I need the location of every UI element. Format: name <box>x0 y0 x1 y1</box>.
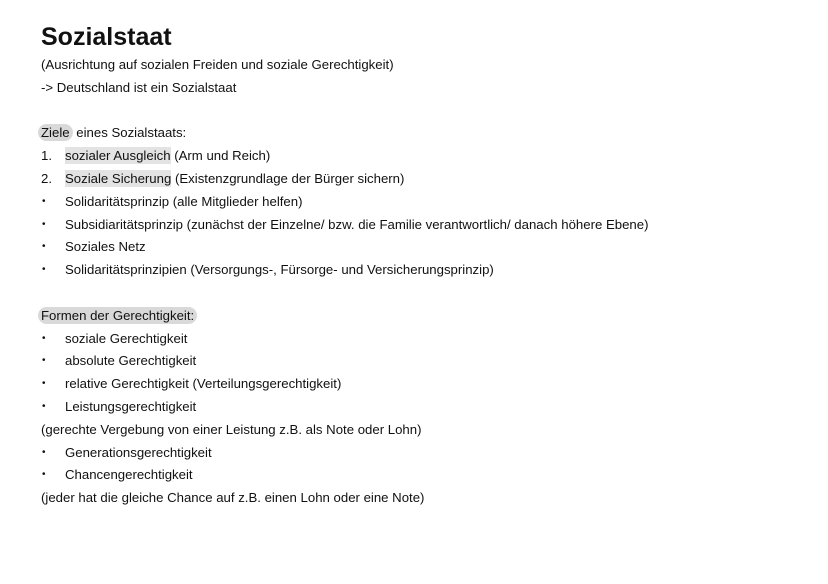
justice-heading <box>41 305 811 328</box>
bullet-icon: • <box>42 400 46 412</box>
justice-bullet-item <box>41 350 811 373</box>
bullet-icon: • <box>42 195 46 207</box>
bullet-text: Chancengerechtigkeit <box>65 467 193 483</box>
goals-bullet-item <box>41 191 811 214</box>
bullet-text: Solidaritätsprinzipien (Versorgungs-, Fürsorge- und Versicherungsprinzip) <box>65 262 494 278</box>
justice-bullet-item <box>41 396 811 419</box>
goals-heading <box>41 122 811 145</box>
item-highlight: sozialer Ausgleich <box>65 148 171 164</box>
goals-bullet-item <box>41 236 811 259</box>
bullet-icon: • <box>42 469 46 481</box>
statement: -> Deutschland ist ein Sozialstaat <box>41 79 237 95</box>
page-title: Sozialstaat <box>41 23 172 51</box>
justice-note: (gerechte Vergebung von einer Leistung z.B. als Note oder Lohn) <box>41 421 422 437</box>
bullet-icon: • <box>42 264 46 276</box>
item-highlight: Soziale Sicherung <box>65 170 172 186</box>
bullet-icon: • <box>42 355 46 367</box>
justice-bullet-item <box>41 373 811 396</box>
document-page <box>41 20 811 510</box>
bullet-icon: • <box>42 446 46 458</box>
bullet-text: Leistungsgerechtigkeit <box>65 398 197 414</box>
bullet-text: Subsidiaritätsprinzip (zunächst der Einzelne/ bzw. die Familie verantwortlich/ danach höhere Ebene) <box>65 216 649 232</box>
goals-heading-rest: eines Sozialstaats: <box>72 125 187 141</box>
subtitle: (Ausrichtung auf sozialen Freiden und soziale Gerechtigkeit) <box>41 57 394 72</box>
bullet-text: soziale Gerechtigkeit <box>65 330 188 346</box>
goals-bullet-item <box>41 259 811 282</box>
bullet-icon: • <box>42 218 46 230</box>
bullet-text: relative Gerechtigkeit (Verteilungsgerechtigkeit) <box>65 376 342 392</box>
item-rest: (Arm und Reich) <box>170 148 271 164</box>
justice-bullet-item <box>41 464 811 487</box>
justice-bullet-item <box>41 328 811 351</box>
goals-bullet-item <box>41 214 811 237</box>
spacer <box>41 100 811 123</box>
justice-note: (jeder hat die gleiche Chance auf z.B. einen Lohn oder eine Note) <box>41 490 425 506</box>
justice-heading-highlight: Formen der Gerechtigkeit: <box>38 307 197 324</box>
item-number: 1. <box>41 148 52 164</box>
spacer <box>41 282 811 305</box>
bullet-text: Generationsgerechtigkeit <box>65 444 212 460</box>
justice-bullet-item <box>41 442 811 465</box>
item-number: 2. <box>41 170 52 186</box>
bullet-icon: • <box>42 241 46 253</box>
goals-numbered-item <box>41 168 811 191</box>
item-rest: (Existenzgrundlage der Bürger sichern) <box>171 170 405 186</box>
bullet-text: absolute Gerechtigkeit <box>65 353 197 369</box>
bullet-text: Solidaritätsprinzip (alle Mitglieder helfen) <box>65 193 303 209</box>
bullet-icon: • <box>42 378 46 390</box>
goals-heading-highlight: Ziele <box>38 124 73 141</box>
bullet-text: Soziales Netz <box>65 239 146 255</box>
bullet-icon: • <box>42 332 46 344</box>
goals-numbered-item <box>41 145 811 168</box>
